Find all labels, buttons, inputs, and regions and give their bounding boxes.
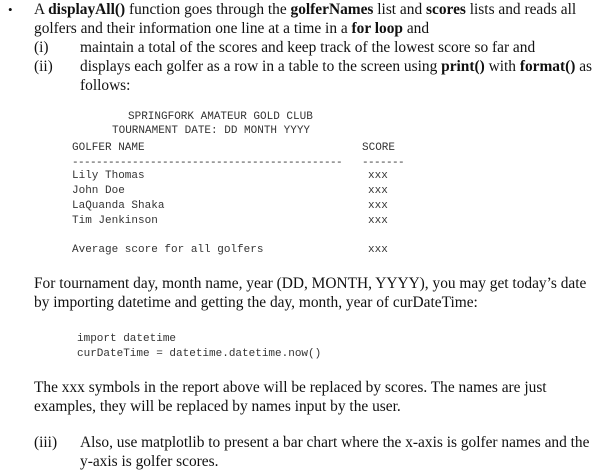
intro-text: and [403,20,430,37]
for-loop-keyword: for loop [351,20,403,37]
item-text: Also, use matplotlib to present a bar chart where the x-axis is golfer names and the y-axis is golfer scores. [80,434,590,470]
print-keyword: print() [441,58,485,75]
bullet-marker: • [8,2,13,17]
item-number: (ii) [34,58,53,75]
date-instructions-paragraph: For tournament day, month name, year (DD, MONTH, YYYY), you may get today’s date by importing datetime and getting the day, month, year of curDateTime: [34,275,587,311]
report-row-name: LaQuanda Shaka [72,200,165,212]
code-line: curDateTime = datetime.datetime.now() [77,348,322,360]
intro-paragraph [34,0,604,38]
separator-line: --------------------------------------------- [72,157,343,169]
report-row-score: xxx [368,170,388,182]
column-header-score: SCORE [362,142,396,154]
report-title: SPRINGFORK AMATEUR GOLD CLUB [128,111,313,123]
item-number: (iii) [34,434,58,451]
average-score: xxx [368,244,388,256]
format-keyword: format() [519,58,576,75]
intro-text: lists and reads all golfers and their information one line at a time in a [34,1,577,37]
report-row-name: Tim Jenkinson [72,215,158,227]
report-row-score: xxx [368,185,388,197]
item-number: (i) [34,39,49,56]
item-text: maintain a total of the scores and keep track of the lowest score so far and [80,39,536,56]
list-name-golfernames: golferNames [290,1,374,18]
intro-text: A [34,1,49,18]
placeholder-note-paragraph: The xxx symbols in the report above will be replaced by scores. The names are just examples, they will be replaced by names input by the user. [34,379,547,415]
report-row-name: Lily Thomas [72,170,145,182]
report-row-score: xxx [368,215,388,227]
item-text: displays each golfer as a row in a table to the screen using print() with format() as follows: [80,58,593,94]
average-label: Average score for all golfers [72,244,264,256]
intro-text: list and [373,1,427,18]
report-row-score: xxx [368,200,388,212]
code-line: import datetime [77,333,177,345]
list-name-scores: scores [426,1,466,18]
report-date: TOURNAMENT DATE: DD MONTH YYYY [112,125,311,137]
intro-text: function goes through the [125,1,291,18]
report-row-name: John Doe [72,185,125,197]
column-header-name: GOLFER NAME [72,142,145,154]
function-name: displayAll() [48,1,126,18]
separator-line: ------- [362,157,405,169]
